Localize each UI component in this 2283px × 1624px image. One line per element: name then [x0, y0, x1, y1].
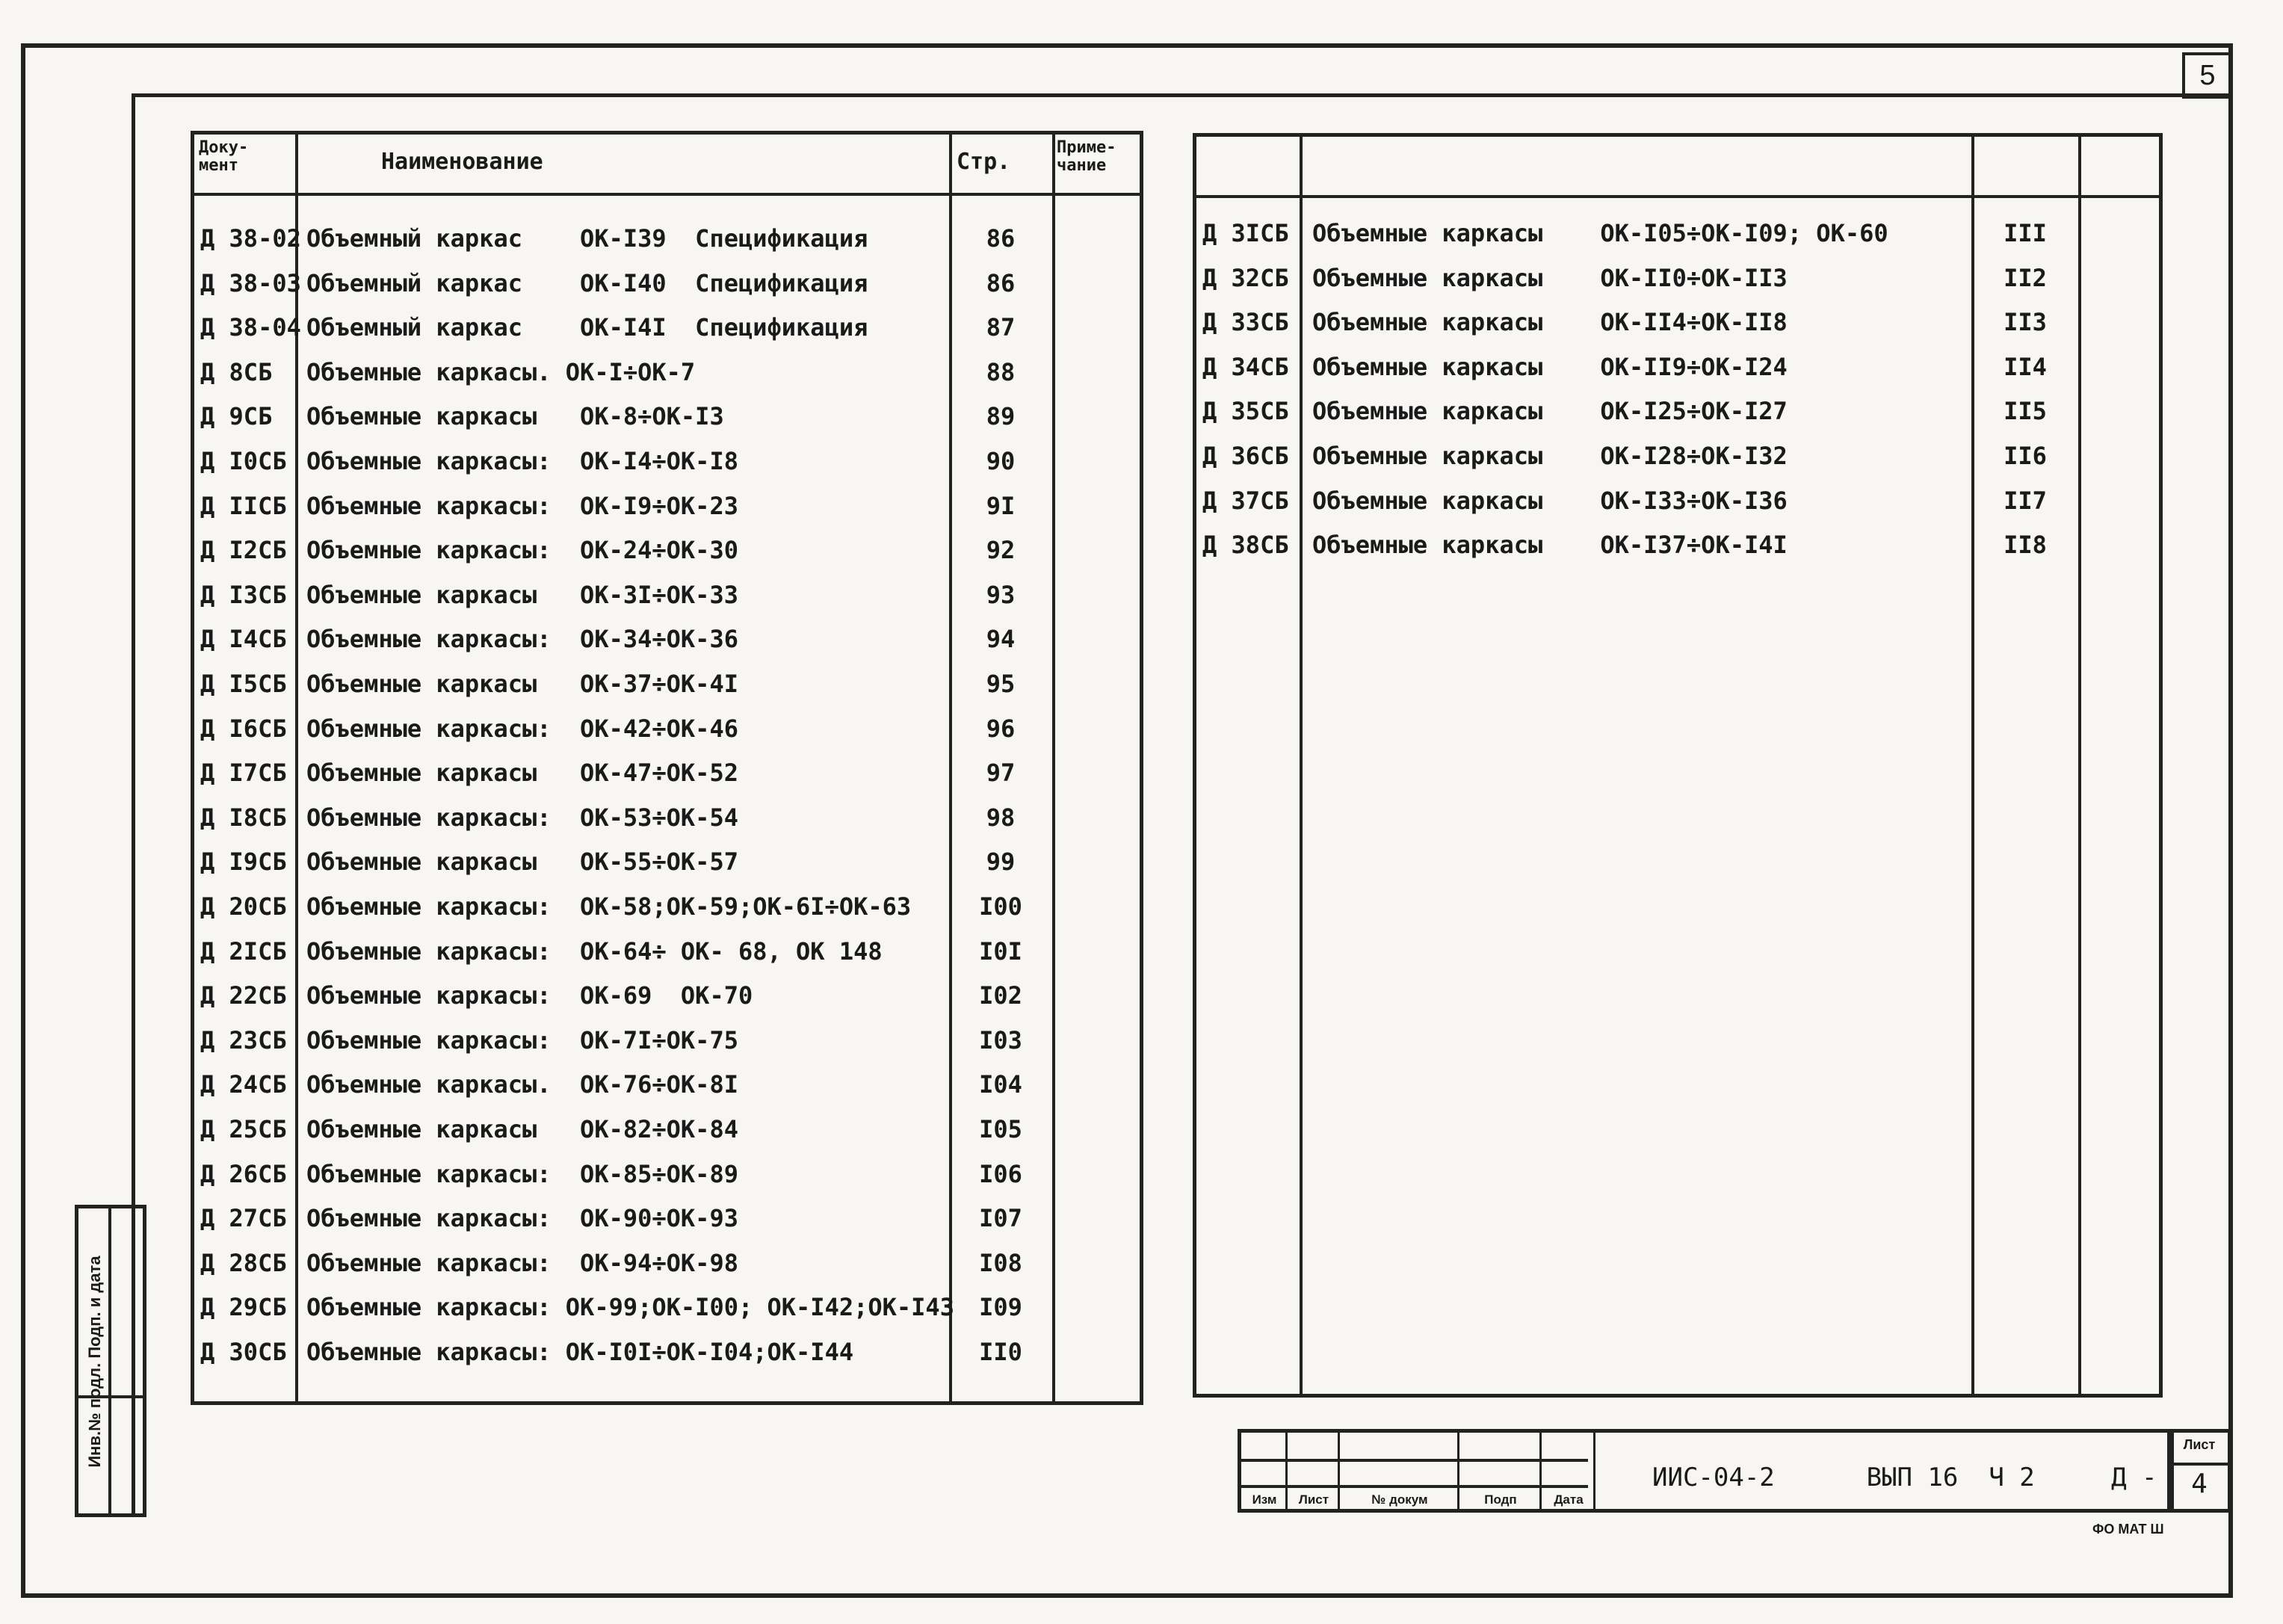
table-row — [194, 1152, 1140, 1197]
row-document: Д 9СБ — [200, 402, 273, 431]
table-row — [1196, 212, 2159, 256]
table-row — [194, 217, 1140, 262]
header-page: Стр. — [957, 149, 1011, 175]
row-page: II8 — [2004, 531, 2047, 560]
row-page: I07 — [979, 1204, 1022, 1233]
table-row — [1196, 434, 2159, 479]
row-page: II2 — [2004, 263, 2047, 292]
row-name: Объемные каркасы ОК-8÷ОК-I3 — [306, 402, 724, 431]
row-document: Д 38-04 — [200, 313, 301, 342]
row-page: II6 — [2004, 442, 2047, 470]
row-name: Объемные каркасы: ОК-24÷ОК-30 — [306, 536, 738, 565]
row-name: Объемные каркасы ОК-II4÷ОК-II8 — [1312, 308, 1788, 337]
row-page: 94 — [986, 625, 1016, 654]
row-name: Объемные каркасы ОК-II9÷ОК-I24 — [1312, 352, 1788, 381]
row-document: Д 32СБ — [1202, 263, 1289, 292]
sheet-cell — [2167, 1429, 2231, 1513]
row-document: Д 38СБ — [1202, 531, 1289, 560]
row-name: Объемные каркасы ОК-I33÷ОК-I36 — [1312, 486, 1788, 515]
row-name: Объемные каркасы ОК-82÷ОК-84 — [306, 1115, 738, 1143]
table-row — [194, 1285, 1140, 1330]
row-document: Д 33СБ — [1202, 308, 1289, 337]
table-row — [194, 306, 1140, 351]
row-document: Д 20СБ — [200, 892, 287, 921]
table-row — [194, 1019, 1140, 1063]
row-document: Д I5СБ — [200, 670, 287, 698]
row-page: 88 — [986, 357, 1016, 386]
right-contents-table — [1193, 133, 2163, 1398]
table-row — [194, 351, 1140, 395]
row-page: 90 — [986, 447, 1016, 475]
row-document: Д 36СБ — [1202, 442, 1289, 470]
row-page: I03 — [979, 1025, 1022, 1055]
tb-label-list: Лист — [1298, 1492, 1329, 1507]
title-block — [1238, 1429, 2172, 1513]
row-document: Д 26СБ — [200, 1159, 287, 1188]
format-label: ФО МАТ Ш — [2092, 1522, 2164, 1537]
document-code: ИИС-04-2 ВЫП 16 Ч 2 Д - — [1652, 1463, 2157, 1492]
table-row — [1196, 479, 2159, 524]
header-name: Наименование — [381, 149, 543, 175]
row-page: I09 — [979, 1293, 1022, 1322]
row-name: Объемные каркасы: ОК-64÷ ОК- 68, ОК 148 — [306, 936, 883, 966]
table-row — [194, 885, 1140, 930]
row-document: Д 24СБ — [200, 1070, 287, 1099]
row-page: I04 — [979, 1070, 1022, 1099]
row-document: Д I2СБ — [200, 536, 287, 565]
row-page: II0 — [979, 1338, 1022, 1366]
table-row — [194, 974, 1140, 1019]
row-name: Объемные каркасы: ОК-7I÷ОК-75 — [306, 1025, 738, 1055]
row-name: Объемные каркасы: ОК-94÷ОК-98 — [306, 1248, 738, 1277]
row-name: Объемные каркасы ОК-I37÷ОК-I4I — [1312, 531, 1788, 560]
row-document: Д 34СБ — [1202, 352, 1289, 381]
row-page: II5 — [2004, 397, 2047, 426]
table-row — [194, 751, 1140, 796]
table-row — [194, 1108, 1140, 1152]
row-document: Д I4СБ — [200, 625, 287, 654]
row-name: Объемные каркасы: ОК-42÷ОК-46 — [306, 714, 738, 743]
table-row — [194, 707, 1140, 752]
table-row — [194, 528, 1140, 573]
row-page: 86 — [986, 224, 1016, 253]
row-name: Объемные каркасы. ОК-76÷ОК-8I — [306, 1070, 738, 1099]
row-page: 89 — [986, 402, 1016, 431]
table-row — [194, 840, 1140, 885]
row-document: Д I7СБ — [200, 759, 287, 788]
sheet-number: 5 — [2182, 52, 2233, 99]
row-page: 95 — [986, 670, 1016, 698]
row-document: Д 28СБ — [200, 1248, 287, 1277]
tb-label-date: Дата — [1554, 1492, 1584, 1507]
sheet-value: 4 — [2191, 1469, 2208, 1499]
side-stamp-label-cell — [81, 1208, 111, 1515]
header-document: Доку- мент — [199, 138, 249, 175]
row-name: Объемные каркасы: ОК-69 ОК-70 — [306, 981, 753, 1010]
row-name: Объемные каркасы: ОК-I4÷ОК-I8 — [306, 447, 738, 475]
row-document: Д 30СБ — [200, 1338, 287, 1366]
row-name: Объемные каркасы: ОК-53÷ОК-54 — [306, 803, 738, 832]
row-page: 9I — [986, 491, 1016, 520]
row-document: Д IIСБ — [200, 491, 287, 520]
row-document: Д 22СБ — [200, 981, 287, 1010]
table-row — [194, 484, 1140, 529]
table-row — [1196, 345, 2159, 390]
side-stamp-label: Инв.№ подл. Подп. и дата — [85, 1256, 104, 1468]
row-document: Д I0СБ — [200, 447, 287, 475]
row-name: Объемные каркасы ОК-I25÷ОК-I27 — [1312, 397, 1788, 426]
table-row — [194, 1197, 1140, 1241]
row-page: 99 — [986, 847, 1016, 877]
row-document: Д 27СБ — [200, 1204, 287, 1233]
header-note: Приме- чание — [1057, 138, 1116, 175]
table-row — [194, 262, 1140, 306]
row-document: Д 25СБ — [200, 1115, 287, 1143]
row-page: 97 — [986, 759, 1016, 788]
row-page: 96 — [986, 714, 1016, 743]
tb-label-doc: № докум — [1371, 1492, 1428, 1507]
table-row — [194, 930, 1140, 975]
row-document: Д 2IСБ — [200, 936, 287, 966]
tb-label-sign: Подп — [1484, 1492, 1517, 1507]
table-row — [194, 1063, 1140, 1108]
row-name: Объемные каркасы: ОК-I9÷ОК-23 — [306, 491, 738, 520]
row-name: Объемные каркасы ОК-I05÷ОК-I09; ОК-60 — [1312, 219, 1888, 247]
table-row — [1196, 523, 2159, 568]
row-name: Объемные каркасы ОК-55÷ОК-57 — [306, 847, 738, 877]
row-page: I0I — [979, 936, 1022, 966]
table-row — [194, 573, 1140, 618]
row-name: Объемные каркасы: ОК-90÷ОК-93 — [306, 1204, 738, 1233]
table-row — [194, 395, 1140, 439]
row-document: Д 8СБ — [200, 357, 273, 386]
row-document: Д 23СБ — [200, 1025, 287, 1055]
row-page: 87 — [986, 313, 1016, 342]
row-document: Д I8СБ — [200, 803, 287, 832]
row-name: Объемные каркасы ОК-47÷ОК-52 — [306, 759, 738, 788]
row-document: Д 35СБ — [1202, 397, 1289, 426]
row-page: I00 — [979, 892, 1022, 921]
row-document: Д I3СБ — [200, 580, 287, 609]
row-name: Объемные каркасы ОК-37÷ОК-4I — [306, 670, 738, 698]
row-name: Объемные каркасы ОК-II0÷ОК-II3 — [1312, 263, 1788, 292]
row-document: Д 38-03 — [200, 268, 301, 297]
row-document: Д 38-02 — [200, 224, 301, 253]
table-row — [1196, 389, 2159, 434]
table-row — [194, 1241, 1140, 1286]
row-name: Объемные каркасы: ОК-34÷ОК-36 — [306, 625, 738, 654]
row-page: I08 — [979, 1248, 1022, 1277]
row-document: Д 3IСБ — [1202, 219, 1289, 247]
row-page: I05 — [979, 1115, 1022, 1143]
table-row — [194, 617, 1140, 662]
row-page: III — [2004, 219, 2047, 247]
row-name: Объемные каркасы ОК-3I÷ОК-33 — [306, 580, 738, 609]
row-name: Объемный каркас ОК-I39 Спецификация — [306, 224, 868, 253]
row-page: II3 — [2004, 308, 2047, 337]
table-row — [194, 439, 1140, 484]
row-page: II7 — [2004, 486, 2047, 515]
table-row — [1196, 256, 2159, 301]
tb-label-izm: Изм — [1252, 1492, 1277, 1507]
row-page: 98 — [986, 803, 1016, 832]
row-name: Объемные каркасы: ОК-I0I÷ОК-I04;ОК-I44 — [306, 1338, 854, 1366]
left-contents-table — [191, 131, 1143, 1405]
row-page: I06 — [979, 1159, 1022, 1188]
row-document: Д I9СБ — [200, 847, 287, 877]
row-page: II4 — [2004, 352, 2047, 381]
row-name: Объемные каркасы: ОК-85÷ОК-89 — [306, 1159, 738, 1188]
row-name: Объемный каркас ОК-I4I Спецификация — [306, 313, 868, 342]
row-page: 86 — [986, 268, 1016, 297]
row-name: Объемные каркасы: ОК-58;ОК-59;ОК-6I÷ОК-63 — [306, 892, 912, 921]
row-page: 93 — [986, 580, 1016, 609]
table-row — [194, 662, 1140, 707]
row-name: Объемные каркасы ОК-I28÷ОК-I32 — [1312, 442, 1788, 470]
sheet-label: Лист — [2183, 1437, 2216, 1452]
table-row — [194, 796, 1140, 841]
row-document: Д 29СБ — [200, 1293, 287, 1322]
table-row — [194, 1330, 1140, 1375]
side-stamp — [75, 1205, 146, 1517]
row-page: I02 — [979, 981, 1022, 1010]
row-name: Объемный каркас ОК-I40 Спецификация — [306, 268, 868, 297]
row-document: Д I6СБ — [200, 714, 287, 743]
row-page: 92 — [986, 536, 1016, 565]
table-row — [1196, 300, 2159, 345]
row-name: Объемные каркасы. ОК-I÷ОК-7 — [306, 357, 696, 386]
row-name: Объемные каркасы: ОК-99;ОК-I00; ОК-I42;ОК-I43 — [306, 1293, 954, 1322]
row-document: Д 37СБ — [1202, 486, 1289, 515]
